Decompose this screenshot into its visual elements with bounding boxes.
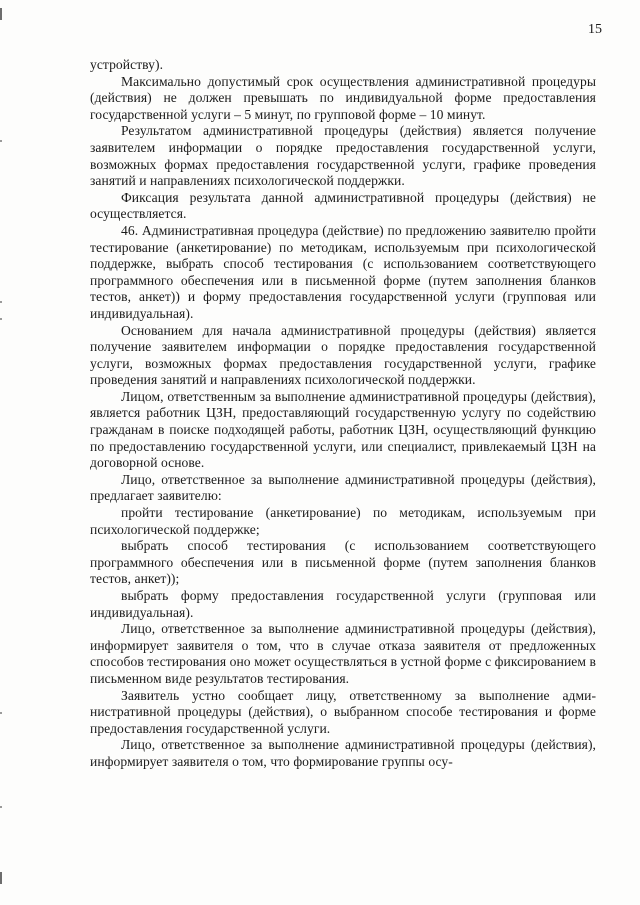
scan-speck: [0, 140, 2, 142]
paragraph-group-formation: Лицо, ответственное за выполнение административной процедуры (действия), информирует заявителя о том, что формирование группы осу-: [90, 737, 596, 769]
scan-margin-mark: [0, 872, 2, 884]
scan-speck: [0, 318, 2, 320]
scan-speck: [0, 806, 2, 808]
paragraph-offers-applicant: Лицо, ответственное за выполнение административной процедуры (действия), предлагает заявителю:: [90, 471, 596, 504]
paragraph-section-46: 46. Административная процедура (действие) по предложению заявителю пройти тестирование (анкетирование) по методикам, используемым при психологической поддержке, выбрать способ тестирования (с использованием соответствующего программного обеспечения или в письменной форме (путем заполнения бланков тестов, анкет)) и форму предоставления государственной услуги (групповая или индивидуальная).: [90, 222, 596, 321]
scan-speck: [0, 301, 2, 303]
paragraph-result-fixation: Фиксация результата данной административной процедуры (действия) не осуществляется.: [90, 189, 596, 222]
paragraph-responsible-person: Лицом, ответственным за выполнение административной процедуры (действия), является работник ЦЗН, предоставляющий государственную услугу по содействию гражданам в поиске подходящей работы, работник ЦЗН, осуществляющий функцию по предоставлению государственной услуги, или специалист, привлекаемый ЦЗН на договорной основе.: [90, 388, 596, 471]
scan-margin-mark: [0, 8, 2, 20]
page-number: 15: [588, 22, 602, 37]
paragraph-applicant-reports: Заявитель устно сообщает лицу, ответственному за выполнение административной процедуры (действия), о выбранном способе тестирования и форме предоставления государственной услуги.: [90, 687, 596, 736]
list-item-choose-testing-method: выбрать способ тестирования (с использованием соответствующего программного обеспечения или в письменной форме (путем заполнения бланков тестов, анкет));: [90, 538, 596, 587]
paragraph-result: Результатом административной процедуры (действия) является получение заявителем информации о порядке предоставления государственной услуги, возможных формах предоставления государственной услуги, графике проведения занятий и направлениях психологической поддержки.: [90, 123, 596, 189]
list-item-take-testing: пройти тестирование (анкетирование) по методикам, используемым при психологической поддержке;: [90, 505, 596, 537]
paragraph-basis: Основанием для начала административной процедуры (действия) является получение заявителем информации о порядке предоставления государственной услуги, возможных формах предоставления государственной услуги, графике проведения занятий и направлениях психологической поддержки.: [90, 322, 596, 388]
paragraph-refusal-info: Лицо, ответственное за выполнение административной процедуры (действия), информирует заявителя о том, что в случае отказа заявителя от предложенных способов тестирования оно может осуществляться в устной форме с фиксированием в письменном виде результатов тестирования.: [90, 621, 596, 686]
paragraph-max-duration: Максимально допустимый срок осуществления административной процедуры (действия) не должен превышать по индивидуальной форме предоставления государственной услуги – 5 минут, по групповой форме – 10 минут.: [90, 73, 596, 122]
paragraph-continuation: устройству).: [90, 57, 164, 72]
body-text: [90, 57, 596, 771]
list-item-choose-service-form: выбрать форму предоставления государственной услуги (групповая или индивидуальная).: [90, 588, 596, 620]
scan-speck: [0, 712, 2, 714]
